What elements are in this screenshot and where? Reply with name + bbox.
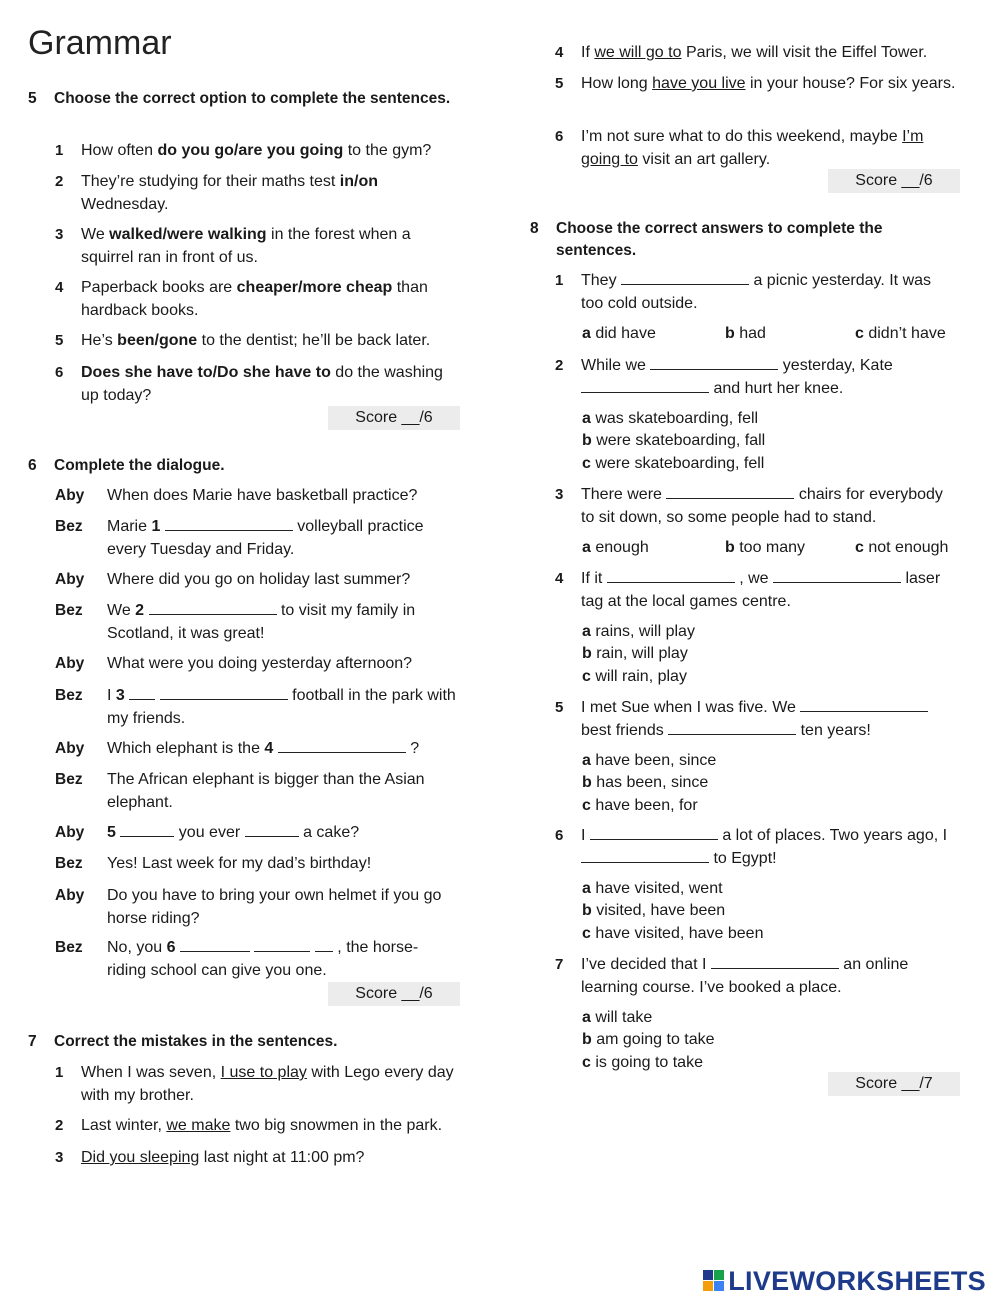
section-instruction: Choose the correct answers to complete the sentences. — [556, 220, 883, 259]
item-line: learning course. I’ve booked a place. — [581, 978, 842, 996]
item-line: They a picnic yesterday. It was — [581, 272, 932, 289]
section-instruction: Correct the mistakes in the sentences. — [54, 1033, 338, 1050]
score-box-8: Score __/7 — [828, 1072, 960, 1096]
item-text — [581, 484, 966, 529]
answer-blank[interactable] — [129, 685, 155, 700]
option-letter: a — [582, 752, 591, 769]
option-letter: c — [855, 325, 864, 342]
page-title: Grammar — [28, 24, 172, 62]
speaker-name: Aby — [55, 740, 85, 757]
item-number: 7 — [555, 956, 564, 973]
gap-number: 6 — [166, 939, 176, 956]
answer-option[interactable]: b had — [725, 325, 766, 342]
answer-option[interactable]: a have visited, went — [582, 880, 723, 897]
dialogue-text: Marie 1 volleyball practice every Tuesday and Friday. — [107, 518, 424, 558]
item-number: 3 — [555, 486, 564, 503]
answer-option[interactable]: a have been, since — [582, 752, 717, 769]
speaker-name: Aby — [55, 655, 85, 672]
option-letter: c — [582, 796, 591, 814]
item-text — [581, 270, 966, 315]
option-choices[interactable]: Does she have to/Do she have to — [81, 364, 331, 381]
answer-option[interactable]: b am going to take — [582, 1031, 715, 1049]
item-line: I a lot of places. Two years ago, I — [581, 827, 948, 844]
speaker-name: Aby — [55, 887, 85, 904]
item-number: 6 — [55, 364, 64, 381]
logo-icon — [703, 1270, 725, 1292]
answer-option[interactable]: c will rain, play — [582, 667, 687, 685]
item-number: 2 — [555, 357, 564, 374]
answer-option[interactable]: a enough — [582, 539, 649, 556]
answer-blank[interactable] — [315, 937, 333, 952]
option-letter: c — [855, 539, 864, 556]
item-text: We walked/were walking in the forest when a squirrel ran in front of us. — [81, 226, 411, 266]
item-number: 5 — [555, 699, 564, 716]
item-text: Paperback books are cheaper/more cheap than hardback books. — [81, 279, 428, 319]
item-number: 4 — [55, 279, 64, 296]
item-number: 1 — [555, 272, 564, 289]
answer-blank[interactable] — [800, 697, 928, 712]
answer-blank[interactable] — [666, 484, 794, 499]
answer-option[interactable]: b were skateboarding, fall — [582, 432, 766, 450]
answer-blank[interactable] — [120, 822, 174, 837]
answer-blank[interactable] — [668, 720, 796, 735]
mistake-text[interactable]: I’m going to — [581, 128, 924, 168]
item-text: I’m not sure what to do this weekend, maybe I’m going to visit an art gallery. — [581, 128, 924, 168]
answer-blank[interactable] — [711, 954, 839, 969]
speaker-name: Aby — [55, 824, 85, 841]
item-line: best friends ten years! — [581, 721, 871, 739]
dialogue-text: Which elephant is the 4 ? — [107, 740, 420, 757]
mistake-text[interactable]: we will go to — [594, 44, 682, 61]
dialogue-text: 5 you ever a cake? — [107, 824, 360, 841]
section-instruction: Choose the correct option to complete the sentences. — [54, 90, 451, 107]
section-8-heading — [530, 218, 970, 262]
option-letter: a — [582, 1009, 591, 1026]
option-letter: c — [582, 1053, 591, 1071]
answer-option[interactable]: b rain, will play — [582, 645, 688, 663]
answer-blank[interactable] — [650, 355, 778, 370]
score-box-7: Score __/6 — [828, 169, 960, 193]
answer-option[interactable]: a rains, will play — [582, 623, 695, 640]
item-number: 2 — [55, 173, 64, 190]
answer-blank[interactable] — [581, 378, 709, 393]
answer-blank[interactable] — [590, 825, 718, 840]
section-number: 7 — [28, 1033, 37, 1050]
option-letter: c — [582, 924, 591, 942]
answer-option[interactable]: c is going to take — [582, 1053, 703, 1071]
option-letter: b — [582, 902, 592, 920]
mistake-text[interactable]: have you live — [652, 75, 746, 92]
item-line: to sit down, so some people had to stand. — [581, 508, 877, 526]
answer-option[interactable]: c didn’t have — [855, 325, 946, 342]
item-number: 3 — [55, 1149, 64, 1166]
speaker-name: Bez — [55, 518, 83, 535]
section-instruction: Complete the dialogue. — [54, 457, 225, 474]
item-text — [581, 825, 966, 870]
answer-blank[interactable] — [254, 937, 310, 952]
dialogue-text: We 2 to visit my family in Scotland, it was great! — [107, 602, 416, 642]
answer-option[interactable]: c have been, for — [582, 796, 698, 814]
gap-number: 2 — [135, 602, 145, 619]
speaker-name: Bez — [55, 687, 83, 704]
dialogue-text: The African elephant is bigger than the Asian elephant. — [107, 771, 425, 811]
answer-option[interactable]: b visited, have been — [582, 902, 726, 920]
dialogue-text: No, you 6 , the horse-riding school can give you one. — [107, 939, 419, 979]
item-text — [581, 355, 966, 400]
item-number: 4 — [555, 44, 564, 61]
item-text: Did you sleeping last night at 11:00 pm? — [81, 1149, 365, 1166]
gap-number: 4 — [264, 740, 274, 757]
item-line: I’ve decided that I an online — [581, 956, 909, 973]
option-choices[interactable]: walked/were walking — [109, 226, 267, 243]
speaker-name: Bez — [55, 855, 83, 872]
item-line: There were chairs for everybody — [581, 486, 943, 503]
answer-option[interactable]: b has been, since — [582, 774, 709, 792]
logo-text: LIVEWORKSHEETS — [728, 1266, 986, 1296]
answer-blank[interactable] — [278, 738, 406, 753]
dialogue-text: I 3 football in the park with my friends. — [107, 687, 456, 727]
item-number: 5 — [55, 332, 64, 349]
item-number: 1 — [55, 142, 64, 159]
answer-blank[interactable] — [180, 937, 250, 952]
answer-option[interactable]: b too many — [725, 539, 806, 556]
mistake-text[interactable]: I use to play — [220, 1064, 307, 1081]
dialogue-text: Yes! Last week for my dad’s birthday! — [107, 855, 372, 872]
answer-blank[interactable] — [160, 685, 288, 700]
item-text: He’s been/gone to the dentist; he’ll be back later. — [81, 332, 431, 349]
dialogue-text: Do you have to bring your own helmet if you go horse riding? — [107, 887, 442, 927]
item-number: 2 — [55, 1117, 64, 1134]
dialogue-text: What were you doing yesterday afternoon? — [107, 655, 413, 672]
dialogue-text: When does Marie have basketball practice? — [107, 487, 418, 504]
gap-number: 3 — [115, 687, 125, 704]
item-line: While we yesterday, Kate — [581, 357, 893, 374]
option-choices[interactable]: in/on — [339, 173, 378, 190]
section-number: 6 — [28, 457, 37, 474]
speaker-name: Aby — [55, 571, 85, 588]
item-number: 6 — [555, 827, 564, 844]
answer-blank[interactable] — [149, 600, 277, 615]
item-text: Does she have to/Do she have to do the washing up today? — [81, 364, 443, 404]
answer-blank[interactable] — [773, 568, 901, 583]
item-text: They’re studying for their maths test in/on Wednesday. — [81, 173, 378, 213]
option-letter: b — [725, 539, 735, 556]
option-letter: a — [582, 325, 591, 342]
answer-blank[interactable] — [245, 822, 299, 837]
option-letter: b — [725, 325, 735, 342]
answer-blank[interactable] — [621, 270, 749, 285]
score-box-6: Score __/6 — [328, 982, 460, 1006]
item-number: 3 — [55, 226, 64, 243]
option-letter: c — [582, 454, 591, 472]
option-letter: a — [582, 623, 591, 640]
mistake-text[interactable]: we make — [166, 1117, 231, 1134]
speaker-name: Bez — [55, 602, 83, 619]
section-number: 8 — [530, 220, 539, 237]
answer-blank[interactable] — [607, 568, 735, 583]
option-choices[interactable]: do you go/are you going — [157, 142, 344, 159]
item-text — [581, 568, 966, 613]
section-5-heading — [28, 88, 468, 132]
item-text: How often do you go/are you going to the gym? — [81, 142, 432, 159]
item-line: and hurt her knee. — [581, 378, 966, 401]
option-letter: a — [582, 539, 591, 556]
answer-blank[interactable] — [165, 516, 293, 531]
answer-option[interactable]: a did have — [582, 325, 656, 342]
item-text: If we will go to Paris, we will visit the Eiffel Tower. — [581, 44, 928, 61]
dialogue-text: Where did you go on holiday last summer? — [107, 571, 411, 588]
item-number: 4 — [555, 570, 564, 587]
item-line: to Egypt! — [581, 848, 966, 871]
answer-option[interactable]: c not enough — [855, 539, 949, 556]
item-text: When I was seven, I use to play with Lego every day with my brother. — [81, 1064, 454, 1104]
option-letter: a — [582, 880, 591, 897]
speaker-name: Aby — [55, 487, 85, 504]
item-number: 5 — [555, 75, 564, 92]
item-text: Last winter, we make two big snowmen in the park. — [81, 1117, 443, 1134]
section-number: 5 — [28, 90, 37, 107]
item-number: 1 — [55, 1064, 64, 1081]
answer-blank[interactable] — [581, 848, 709, 863]
mistake-text[interactable]: Did you sleeping — [81, 1149, 200, 1166]
answer-option[interactable]: a will take — [582, 1009, 653, 1026]
option-letter: b — [582, 1031, 592, 1049]
liveworksheets-logo[interactable] — [703, 1266, 986, 1297]
option-letter: b — [582, 645, 592, 663]
item-text — [581, 954, 966, 999]
score-box-5: Score __/6 — [328, 406, 460, 430]
item-number: 6 — [555, 128, 564, 145]
answer-option[interactable]: c have visited, have been — [582, 924, 764, 942]
speaker-name: Bez — [55, 771, 83, 788]
gap-number: 5 — [107, 824, 116, 841]
item-line: tag at the local games centre. — [581, 592, 791, 610]
item-line: too cold outside. — [581, 294, 698, 312]
option-letter: b — [582, 774, 592, 792]
item-text — [581, 697, 966, 742]
item-line: I met Sue when I was five. We — [581, 697, 966, 720]
speaker-name: Bez — [55, 939, 83, 956]
item-line: If it , we laser — [581, 570, 941, 587]
answer-option[interactable]: c were skateboarding, fell — [582, 454, 765, 472]
option-letter: a — [582, 410, 591, 427]
option-letter: b — [582, 432, 592, 450]
gap-number: 1 — [151, 518, 161, 535]
option-letter: c — [582, 667, 591, 685]
item-text: How long have you live in your house? For six years. — [581, 75, 956, 92]
option-choices[interactable]: been/gone — [117, 332, 198, 349]
answer-option[interactable]: a was skateboarding, fell — [582, 410, 759, 427]
option-choices[interactable]: cheaper/more cheap — [236, 279, 393, 296]
